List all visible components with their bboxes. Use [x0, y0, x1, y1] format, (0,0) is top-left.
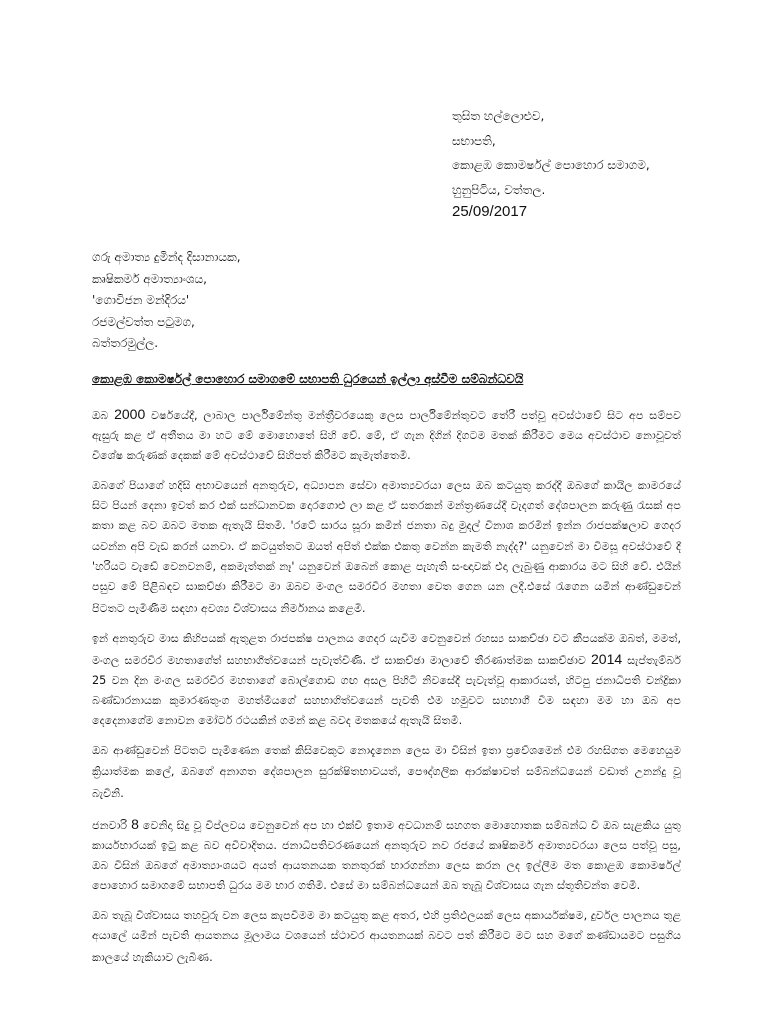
sender-location: හුනුපිටිය, වත්තල.: [452, 182, 546, 197]
paragraph-text: ඔබ: [92, 409, 115, 422]
sender-title: සභාපති,: [452, 133, 496, 148]
paragraph-text: වර්ෂයේදී, ලාබාල පාර්ලිමේන්තු මන්ත්‍රීවරයෙකු ලෙස පාර්ලිමේන්තුවට තේරී පත්වූ අවස්ථාවේ සිට අප සම්පව ඇසුරු කළ ඒ අතීතය මා හට මේ මොහොතේ සිහි වේ. මේ, ඒ ගැන දිගින් දිගටම මතක් කිරීමට මෙය අවස්ථාව නොවූවත් විශේෂ කරුණක් දෙකක් මේ අවස්ථාවේ සිහිපත් කිරීමට කැමැත්තෙමි.: [92, 409, 681, 463]
recipient-address: [92, 247, 241, 355]
paragraph-text: ඔබ ආණ්ඩුවෙන් පිටතට පැමිණෙන තෙක් කිසිවෙකුට නොදැනෙන ලෙස මා විසින් ඉතා ප්‍රවේශමෙන් එම රහසිගත මෙහෙයුම ක්‍රියාත්මක කලේ, ඔබගේ අනාගත දේශපාලන සුරක්ෂිතභාවයත්, පෞද්ගලික ආරක්ෂාවත් සම්බන්ධයෙන් වඩාත් උනන්දු වූ බැවිනි.: [92, 744, 681, 800]
body-paragraph: [92, 814, 681, 896]
recipient-ministry: කෘෂිකර්ම අමාත්‍යාංශය,: [92, 271, 207, 286]
sender-organization: කොළඹ කොමර්ෂල් පොහොර සමාගම,: [452, 158, 650, 172]
recipient-street: රජමල්වත්ත පටුමග,: [92, 314, 195, 329]
letter-date: 25/09/2017: [452, 203, 528, 220]
body-paragraph: [92, 741, 681, 803]
paragraph-text: ඔබ තැබූ විශ්වාසය තහවුරු වන ලෙස කැපවීමම මා කටයුතු කළ අතර, එහි ප්‍රතිඵලයක් ලෙස අකාර්යක්ෂම, දුර්වල පාලනය තුළ අයාලේ යමින් පැවති ආයතනය මූලාමය වශයෙන් ස්ථාවර ආයතනයක් බවට පත් කිරීමට මට සහ මගේ කණ්ඩායමට පසුගිය කාලයේ හැකියාව ලැබිණ.: [92, 909, 681, 965]
body-paragraph: [92, 476, 681, 619]
sender-name: තුසිත හල්ලොළුව,: [452, 109, 545, 123]
letter-body: [92, 404, 681, 978]
recipient-building: 'ගොවිජන මන්දිරය': [92, 293, 190, 307]
paragraph-number: 2014: [591, 651, 623, 668]
body-paragraph: [92, 404, 681, 466]
body-paragraph: [92, 629, 681, 731]
sender-address: [452, 104, 650, 202]
paragraph-text: ඉන් අනතුරුව මාස කිහිපයක් ඇතුළත රාජපක්ෂ පාලනය ගෙදර යැවීම වෙනුවෙන් රහස්‍ය සාකච්ඡා වට කීපයක්ම ඔබත්, මමත්, මංගල සමරවීර මහතාගේත් සහභාගීත්වයෙන් පැවැත්විණි. ඒ සාකච්ඡා මාලාවේ තීරණාත්මක සාකච්ඡාව: [92, 631, 681, 668]
paragraph-text: වෙනිදා සිදු වූ විප්ලවය වෙනුවෙන් අප හා එක්වී ඉතාම අවධානම් සහගත මොහොතක සම්බන්ධ වී ඔබ සැළකිය යුතු කාර්යභාරයක් ඉටු කළ බව අවිවාදිතය. ජනාධිපතිවරණයෙන් අනතුරුව නව රජයේ කෘෂිකර්ම අමාත්‍යවරයා ලෙස පත්වූ පසු, ඔබ විසින් ඔබගේ අමාත්‍යාංශයට අයත් ආයතනයක තනතුරක් භාරගන්නා ලෙස කරන ලද ඉල්ලීම මත කොළඹ කොමර්ෂල් පොහොර සමාගමේ සභාපති ධුරය මම භාර ගතිමි. එසේ මා සම්බන්ධයෙන් ඔබ තැබූ විශ්වාසය ගැන ස්තූතිවන්ත වෙමි.: [92, 818, 681, 892]
paragraph-text: ඔබගේ පියාගේ හදිසි අභාවයෙන් අනතුරුව, අධ්‍යාපන සේවා අමාත්‍යවරයා ලෙස ඔබ කටයුතු කරද්දී ඔබගේ කායිල කාමරයේ සිට පියන් දෙනා ඉවත් කර එක් සන්ධානවක දොරගොළු ලා කළ ඒ සතරකන් මන්ත්‍රණයේදී වැදගත් දේශපාලන කරුණු රැසක් අප කතා කළ බව ඔබට මතක ඇතැයි සිතමි. 'රටේ සාරය සූරා කමින් ජනතා බදු මුදල් විනාශ කරමින් ඉන්න රාජපක්ෂලාව ගෙදර යවන්න අපි වැඩ කරන් යනවා. ඒ කටයුත්තට ඔයත් අපිත් එක්ක එකතු වෙන්න කැමති නැද්ද?' යනුවෙන් මා විමසූ අවස්ථාවේ දී 'හරියට වැඩේ වෙනවනම්, අකමැත්තක් නෑ' යනුවෙන් ඔබෙන් කොළ පැහැති සංඥාවක් එදා ලැබුණු ආකාරය මට සිහි වේ. එයින් පසුව මේ පිළිබඳව සාකච්ඡා කිරීමට මා ඔබව මංගල සමරවීර මහතා වෙත ගෙන යන ලදී.එසේ රැගෙන යමින් ආණ්ඩුවෙන් පිටතට පැමිණීම සඳහා අවශ්‍ය විශ්වාසය නිර්මානය කළෙමි.: [92, 479, 681, 615]
recipient-city: බත්තරමුල්ල.: [92, 336, 159, 350]
paragraph-number: 2000: [114, 406, 146, 422]
recipient-name: ගරු අමාත්‍ය දුමින්ද දිසානායක,: [92, 250, 241, 264]
paragraph-number: 8: [131, 815, 139, 832]
paragraph-text: සැප්තැම්බර් 25 වන දින මංගල සමරවීර මහතාගේ බොල්ගොඩ ගඟ අසල පිහිටි නිවසේදී පැවැත්වූ ආකාරයත්, හිටපු ජනාධිපති චන්ද්‍රිකා බණ්ඩාරනායක කුමාරණතුංග මහත්මියගේ සහභාගිත්වයෙන් පැවති එම හමුවට සහභාගී වීම සඳහා මම හා ඔබ අප දෙදෙනාගේම නොවන මෝටර් රථයකින් ගමන් කළ බවද මතකයේ ඇතැයි සිතමි.: [92, 654, 681, 728]
paragraph-text: ජනවාරි: [92, 818, 132, 832]
body-paragraph: [92, 906, 681, 968]
letter-subject: කොළඹ කොමර්ෂල් පොහොර සමාගමේ සභාපති ධුරයෙන් ඉල්ලා අස්වීම සම්බන්ධවයි: [92, 372, 524, 386]
